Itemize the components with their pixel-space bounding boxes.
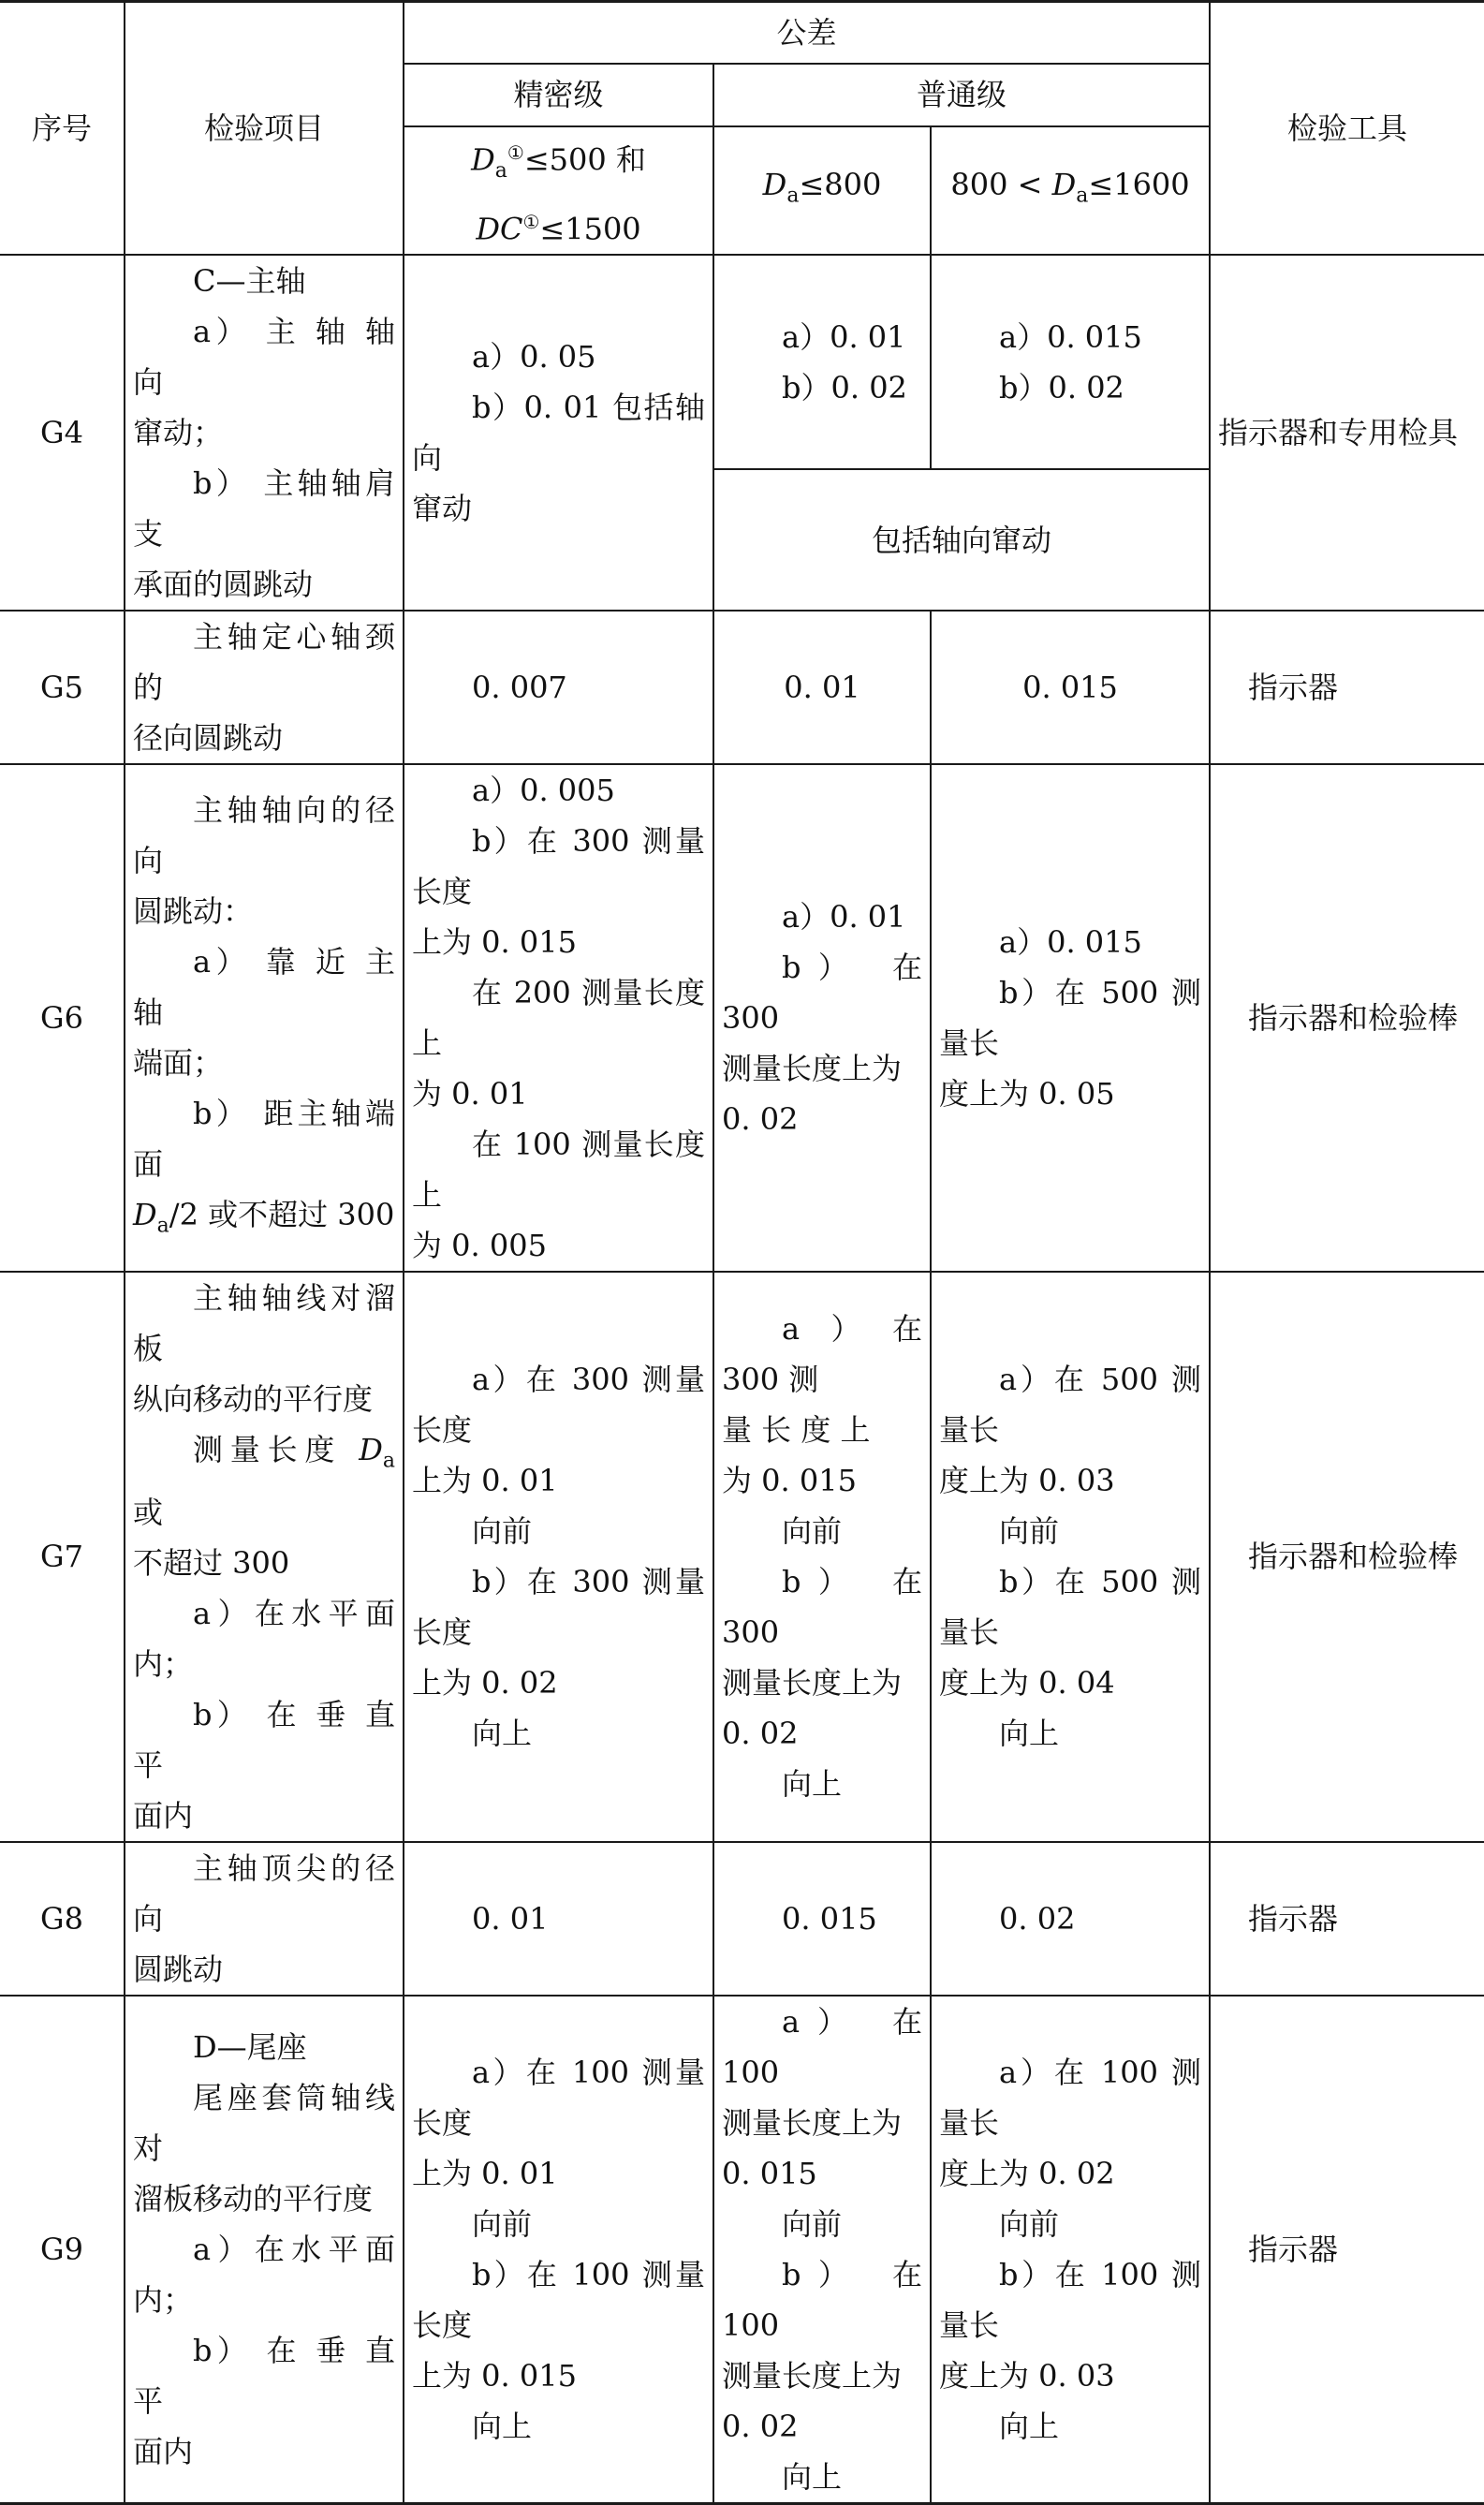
row-g5-normal-2: 0. 015 [931,611,1210,764]
header-tolerance: 公差 [404,2,1210,64]
header-item: 检验项目 [125,2,404,256]
row-g8-normal-1: 0. 015 [713,1842,931,1996]
header-normal-condition-2: $800 < D_a\le 1600$ [931,126,1210,256]
row-g8-normal-2: 0. 02 [931,1842,1210,1996]
header-precision: 精密级 [404,64,713,126]
row-g7-seq: G7 [0,1272,125,1841]
row-g7-item: 主轴轴线对溜板 纵向移动的平行度 测量长度 $D_a$ 或 不超过 300 a）在水平面内； b） 在 垂 直 平 面内 [125,1272,404,1841]
row-g4-tool: 指示器和专用检具 [1210,255,1484,611]
row-g6-seq: G6 [0,764,125,1272]
row-g8-item: 主轴顶尖的径向 圆跳动 [125,1842,404,1996]
row-g9-precision: a）在 100 测量长度 上为 0. 01 向前 b）在 100 测量长度 上为 0. 015 向上 [404,1996,713,2504]
row-g4-precision: a）0. 05 b）0. 01 包括轴向 窜动 [404,255,713,611]
row-g4-seq: G4 [0,255,125,611]
row-g9-normal-1: a） 在 100 测量长度上为 0. 015 向前 b） 在 100 测量长度上为 0. 02 向上 [713,1996,931,2504]
row-g5-normal-1: 0. 01 [713,611,931,764]
row-g6-normal-2: a）0. 015 b）在 500 测量长 度上为 0. 05 [931,764,1210,1272]
row-g8-seq: G8 [0,1842,125,1996]
row-g9-tool: 指示器 [1210,1996,1484,2504]
row-g9-seq: G9 [0,1996,125,2504]
row-g7-normal-1: a）在 300 测 量 长 度 上 为 0. 015 向前 b） 在 300 测量长度上为 0. 02 向上 [713,1272,931,1841]
row-g4-item: C—主轴 a） 主 轴 轴 向 窜动； b） 主轴轴肩支 承面的圆跳动 [125,255,404,611]
row-g7-tool: 指示器和检验棒 [1210,1272,1484,1841]
row-g5-precision: 0. 007 [404,611,713,764]
header-normal-condition-1: $D_a\le 800$ [713,126,931,256]
row-g4-normal-note: 包括轴向窜动 [713,469,1210,611]
header-normal: 普通级 [713,64,1210,126]
row-g9-item: D—尾座 尾座套筒轴线对 溜板移动的平行度 a）在水平面内； b） 在 垂 直 平 面内 [125,1996,404,2504]
row-g5-seq: G5 [0,611,125,764]
row-g8-tool: 指示器 [1210,1842,1484,1996]
row-g4-normal-2: a）0. 015 b）0. 02 [931,255,1210,469]
row-g8-precision: 0. 01 [404,1842,713,1996]
header-seq: 序号 [0,2,125,256]
row-g6-precision: a）0. 005 b）在 300 测量长度 上为 0. 015 在 200 测量长度上 为 0. 01 在 100 测量长度上 为 0. 005 [404,764,713,1272]
row-g6-tool: 指示器和检验棒 [1210,764,1484,1272]
header-tool: 检验工具 [1210,2,1484,256]
row-g7-normal-2: a）在 500 测量长 度上为 0. 03 向前 b）在 500 测量长 度上为 0. 04 向上 [931,1272,1210,1841]
header-precision-condition: $D_a^①\le 500$ 和 DC①≤1500 [404,126,713,256]
row-g7-precision: a）在 300 测量长度 上为 0. 01 向前 b）在 300 测量长度 上为 0. 02 向上 [404,1272,713,1841]
row-g5-item: 主轴定心轴颈的 径向圆跳动 [125,611,404,764]
row-g5-tool: 指示器 [1210,611,1484,764]
row-g4-normal-1: a）0. 01 b）0. 02 [713,255,931,469]
row-g9-normal-2: a）在 100 测量长 度上为 0. 02 向前 b）在 100 测量长 度上为 0. 03 向上 [931,1996,1210,2504]
row-g6-normal-1: a）0. 01 b） 在 300 测量长度上为 0. 02 [713,764,931,1272]
row-g6-item: 主轴轴向的径向 圆跳动： a） 靠 近 主 轴 端面； b） 距主轴端面 $D_a/2$ 或不超过 300 [125,764,404,1272]
